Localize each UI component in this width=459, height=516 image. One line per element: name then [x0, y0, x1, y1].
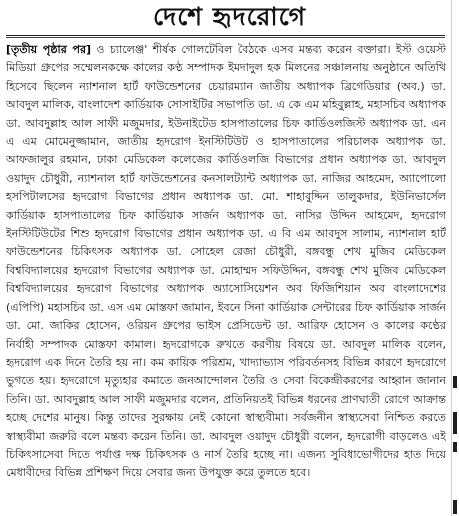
article-headline: দেশে হৃদরোগে: [152, 2, 307, 31]
continuation-label: [তৃতীয় পৃষ্ঠার পর]: [6, 43, 92, 56]
adjacent-column-mark: [453, 500, 457, 514]
adjacent-column-mark: [453, 376, 457, 388]
adjacent-column-mark: [453, 412, 457, 434]
headline-rule-top: [6, 35, 445, 36]
adjacent-column-mark: [453, 442, 457, 452]
adjacent-column-edge: [451, 0, 459, 516]
article-body: [6, 41, 446, 511]
article-body-text: ও চ্যালেঞ্জ' শীর্ষক গোলটেবিল বৈঠকে এসব মন্তব্য করেন বক্তারা। ইস্ট ওয়েস্ট মিডিয়া গ্রুপের সম্মেলনকক্ষে কালের কণ্ঠ সম্পাদক ইমদাদুল হক মিলনের সঞ্চালনায় অনুষ্ঠানে অতিথি হিসেবে ছিলেন ন্যাশনাল হার্ট ফাউন্ডেশনের চেয়ারম্যান জাতীয় অধ্যাপক ব্রিগেডিয়ার (অব.) ডা. আবদুল মালিক, বাংলাদেশ কার্ডিয়াক সোসাইটির সভাপতি ডা. এ কে এম মহিবুল্লাহ, মহাসচিব অধ্যাপক ডা. আবদুল্লাহ আল সাফী মজুমদার, ইউনাইটেড হাসপাতালের চিফ কার্ডিওলজিস্ট অধ্যাপক ডা. এন এ এম মোমেনুজ্জামান, জাতীয় হৃদরোগ ইনস্টিটিউট ও হাসপাতালের পরিচালক অধ্যাপক ডা. আফজালুর রহমান, ঢাকা মেডিকেল কলেজের কার্ডিওলজি বিভাগের প্রধান অধ্যাপক ডা. আবদুল ওয়াদুদ চৌধুরী, ন্যাশনাল হার্ট ফাউন্ডেশনের কনসালট্যান্ট অধ্যাপক ডা. নাজির আহমেদ, অ্যাপোলো হসপিটালসের হৃদরোগ বিভাগের প্রধান অধ্যাপক ডা. মো. শাহাবুদ্দিন তালুকদার, ইউনিভার্সেল কার্ডিয়াক হাসপাতালের চিফ কার্ডিয়াক সার্জন অধ্যাপক ডা. নাসির উদ্দিন আহমেদ, হৃদরোগ ইনস্টিটিউটের শিশু হৃদরোগ বিভাগের প্রধান অধ্যাপক ডা. এ বি এম আবদুস সালাম, ন্যাশনাল হার্ট ফাউন্ডেশনের চিকিৎসক অধ্যাপক ডা. সোহেল রেজা চৌধুরী, বঙ্গবন্ধু শেখ মুজিব মেডিকেল বিশ্ববিদ্যালয়ের হৃদরোগ বিভাগের অধ্যাপক ডা. মোহাম্মদ সফিউদ্দিন, বঙ্গবন্ধু শেখ মুজিব মেডিকেল বিশ্ববিদ্যালয়ের হৃদরোগ বিভাগের অধ্যাপক অ্যাসোসিয়েশন অব ফিজিশিয়ান অব বাংলাদেশের (এপিপি) মহাসচিব ডা. এস এম মোস্তফা জামান, ইবনে সিনা কার্ডিয়াক সেন্টারের চিফ কার্ডিয়াক সার্জন ডা. মো. জাকির হোসেন, ওরিয়ন গ্রুপের ভাইস প্রেসিডেন্ট ডা. আরিফ হোসেন ও কালের কণ্ঠের নির্বাহী সম্পাদক মোস্তফা কামাল। হৃদরোগকে রুখতে করণীয় বিষয়ে ডা. আবদুল মালিক বলেন, হৃদরোগ এক দিনে তৈরি হয় না। কম কায়িক পরিশ্রম, খাদ্যাভ্যাস পরিবর্তনসহ বিভিন্ন কারণে হৃদরোগে ভুগতে হয়। হৃদরোগে মৃত্যুহার কমাতে জনআন্দোলন তৈরি ও সেবা বিকেন্দ্রীকরণের আহ্বান জানান তিনি। ডা. আবদুল্লাহ আল সাফী মজুমদার বলেন, প্রতিনিয়তই বিভিন্ন ধরনের প্রাণঘাতী রোগে আক্রান্ত হচ্ছে দেশের মানুষ। কিন্তু তাদের সুরক্ষায় নেই কোনো স্বাস্থ্যবীমা। সর্বজনীন স্বাস্থ্যসেবা নিশ্চিত করতে স্বাস্থ্যবীমা জরুরি বলে মন্তব্য করেন তিনি। ডা. আবদুল ওয়াদুদ চৌধুরী বলেন, হৃদরোগী বাড়লেও এই চিকিৎসাসেবা দিতে পর্যাপ্ত দক্ষ চিকিৎসক ও নার্স তৈরি হচ্ছে না। এজন্য সুবিধাভোগীদের হাত দিয়ে মেধাবীদের বিভিন্ন প্রশিক্ষণ দিয়ে সেবার জন্য উপযুক্ত করে তুলতে হবে।: [6, 43, 446, 480]
headline-rule-bottom: [6, 37, 445, 38]
